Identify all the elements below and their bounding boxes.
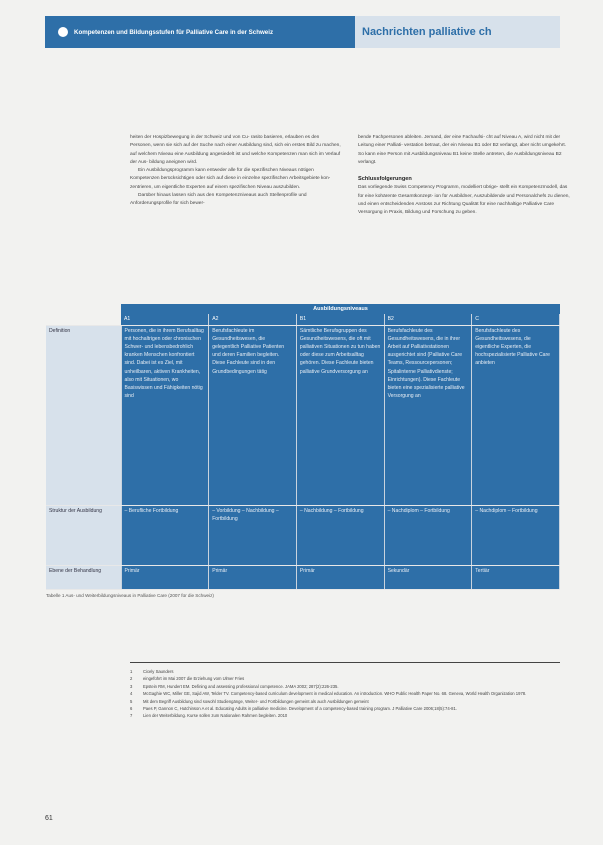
journal-title: Nachrichten palliative ch xyxy=(355,16,560,48)
level-header: C xyxy=(472,314,560,325)
section-heading: Schlussfolgerungen xyxy=(358,176,412,183)
table-cell: – Nachdiplom – Fortbildung xyxy=(384,505,472,565)
table-cell: – Berufliche Fortbildung xyxy=(121,505,209,565)
footnote: 7 Lien der Weiterbildung. Kurse sollen zum Nationalen Rahmen begleiten. 2010 xyxy=(130,713,288,719)
row-label: Struktur der Ausbildung xyxy=(46,505,121,565)
level-header: B1 xyxy=(296,314,384,325)
table-title: Ausbildungsniveaus xyxy=(121,304,560,314)
table-row xyxy=(46,565,560,589)
level-header: A1 xyxy=(121,314,209,325)
paragraph: bende Fachpersonen ableiten. Jemand, der eine Fachaufsi- cht auf Niveau A, wird nicht mit der Leitung einer Palliati- vestation betraut, der ein Niveau B1 oder B2 verlangt, aber nicht umgekehrt. So kann eine Person mit Ausbildungsniveau B1 keine Stelle antreten, die Ausbildungsniveau B2 verlangt. xyxy=(358,135,567,165)
table-row xyxy=(46,325,560,505)
footnote-rule xyxy=(130,662,560,663)
paragraph: heiten der Hospizbewegung in der Schweiz und von Cu- rasito basieren, erlauben es den Personen, wenn sie sich auf der Suche nach einer Ausbildung sind, sich ein erstes Bild zu machen, auf welchem Niveau eine Ausbildung angesiedelt ist und welche Kompetenzen man sich im Verlauf der Aus- bildung aneignen wird. xyxy=(130,135,341,165)
row-label: Ebene der Behandlung xyxy=(46,565,121,589)
table-cell: Personen, die in ihrem Berufsalltag mit hochaltrigen oder chronischen Schwer- und lebensbedrohlich kranken Menschen konfrontiert sind. Dabei ist es Ziel, mit unheilbaren, aktiven Krankheiten, also mit Situationen, wo Basiswissen und Fähigkeiten nötig sind xyxy=(121,325,209,505)
table-cell: Sämtliche Berufsgruppen des Gesundheitswesens, die oft mit palliativen Situationen zu tun haben oder diese zum Arbeitsalltag gehören. Diese Fachleute bieten palliative Grundversorgung an xyxy=(296,325,384,505)
table-cell: – Nachdiplom – Fortbildung xyxy=(472,505,560,565)
footnote: 3 Epstein RM, Hundert EM. Defining and assessing professional competence. JAMA 2002; 287(2):226-235. xyxy=(130,683,339,689)
right-column xyxy=(358,134,570,218)
footnotes xyxy=(130,668,560,720)
footnote: 6 Paes P, Gannon C, Hutchinson A et al. Educating Adults in palliative medicine. Development of a competency-based training program. J Palliative Care 2006;18(5):74-81. xyxy=(130,706,457,712)
table-row xyxy=(46,505,560,565)
level-header: B2 xyxy=(384,314,472,325)
table-cell: Primär xyxy=(296,565,384,589)
paragraph: Ein Ausbildungsprogramm kann entweder alle für die spezifischen Niveaus nötigen Kompetenzen berücksichtigen oder sich auf diese in einzelne spezifischen Arbeitsgebiete kon- zentrieren, um eigentliche Experten auf einem spezifischen Niveau auszubilden. xyxy=(130,168,331,190)
table-cell: – Nachbildung – Fortbildung xyxy=(296,505,384,565)
left-column xyxy=(130,134,342,218)
level-header: A2 xyxy=(209,314,297,325)
table-caption: Tabelle 1 Aus- und Weiterbildungsniveaus in Palliative Care (2007 für die Schweiz) xyxy=(46,592,214,598)
table-header-row xyxy=(46,314,560,325)
table xyxy=(46,314,560,590)
table-cell: Berufsfachleute des Gesundheitswesens, die eigentliche Experten, die hochspezialisierte Palliative Care anbieten xyxy=(472,325,560,505)
table-cell: Berufsfachleute im Gesundheitswesen, die gelegentlich Palliative Patienten und deren Familien begleiten. Diese Fachleute sind in den Grundbedingungen tätig xyxy=(209,325,297,505)
table-cell: – Vorbildung – Nachbildung – Fortbildung xyxy=(209,505,297,565)
table-cell: Sekundär xyxy=(384,565,472,589)
table-cell: Primär xyxy=(209,565,297,589)
footnote: 2 eingeführt im Mai 2007 die Erziehung vom Ulmer Fries xyxy=(130,676,245,682)
header-bar xyxy=(45,16,560,48)
footnote: 1 Cicely Saunders xyxy=(130,669,174,674)
row-label: Definition xyxy=(46,325,121,505)
table-corner xyxy=(46,314,121,325)
footnote: 5 Mit dem Begriff Ausbildung sind sowohl Studiengänge, Weiter- und Fortbildungen gemeint als auch Ausbildungen gemeint xyxy=(130,698,369,704)
table-cell: Tertiär xyxy=(472,565,560,589)
header-dot-icon xyxy=(58,27,68,37)
table-cell: Berufsfachleute des Gesundheitswesens, die in ihrer Arbeit auf Palliativstationen ausgerichtet sind (Palliative Care Teams, Ressourcepersonen; Spitalinterne Palliativdienste; Einrichtungen). Diese Fachleute bieten eine spezialisierte palliative Versorgung an xyxy=(384,325,472,505)
footnote: 4 McGaghie WC, Miller GE, Sajid AW, Telder TV. Competency-based curriculum development in medical education. An introduction. WHO Public Health Paper No. 68. Geneva, World Health Organization 1978. xyxy=(130,691,527,697)
body-text xyxy=(130,134,570,218)
levels-table xyxy=(46,304,560,598)
paragraph: Das vorliegende Swiss Competency Programm, modelliert übrige- stellt ein Kompetenzmodell, das für eine kohärente Gesamtkonzept- ion für Ausbildner, Auszubildende und Personalchefs zu dienen, und einen entscheidenden Anstoss zur Richtung Qualität für eine nachhaltige Palliative Care Versorgung in Praxis, Bildung und Forschung zu geben. xyxy=(358,185,570,216)
page-number: 61 xyxy=(45,815,53,822)
table-cell: Primär xyxy=(121,565,209,589)
header-title: Kompetenzen und Bildungsstufen für Palliative Care in der Schweiz xyxy=(74,28,274,36)
paragraph: Darüber hinaus lassen sich aus den Kompetenzniveaus auch Stellenprofile und Anforderungsprofile für sich bewer- xyxy=(130,193,307,207)
